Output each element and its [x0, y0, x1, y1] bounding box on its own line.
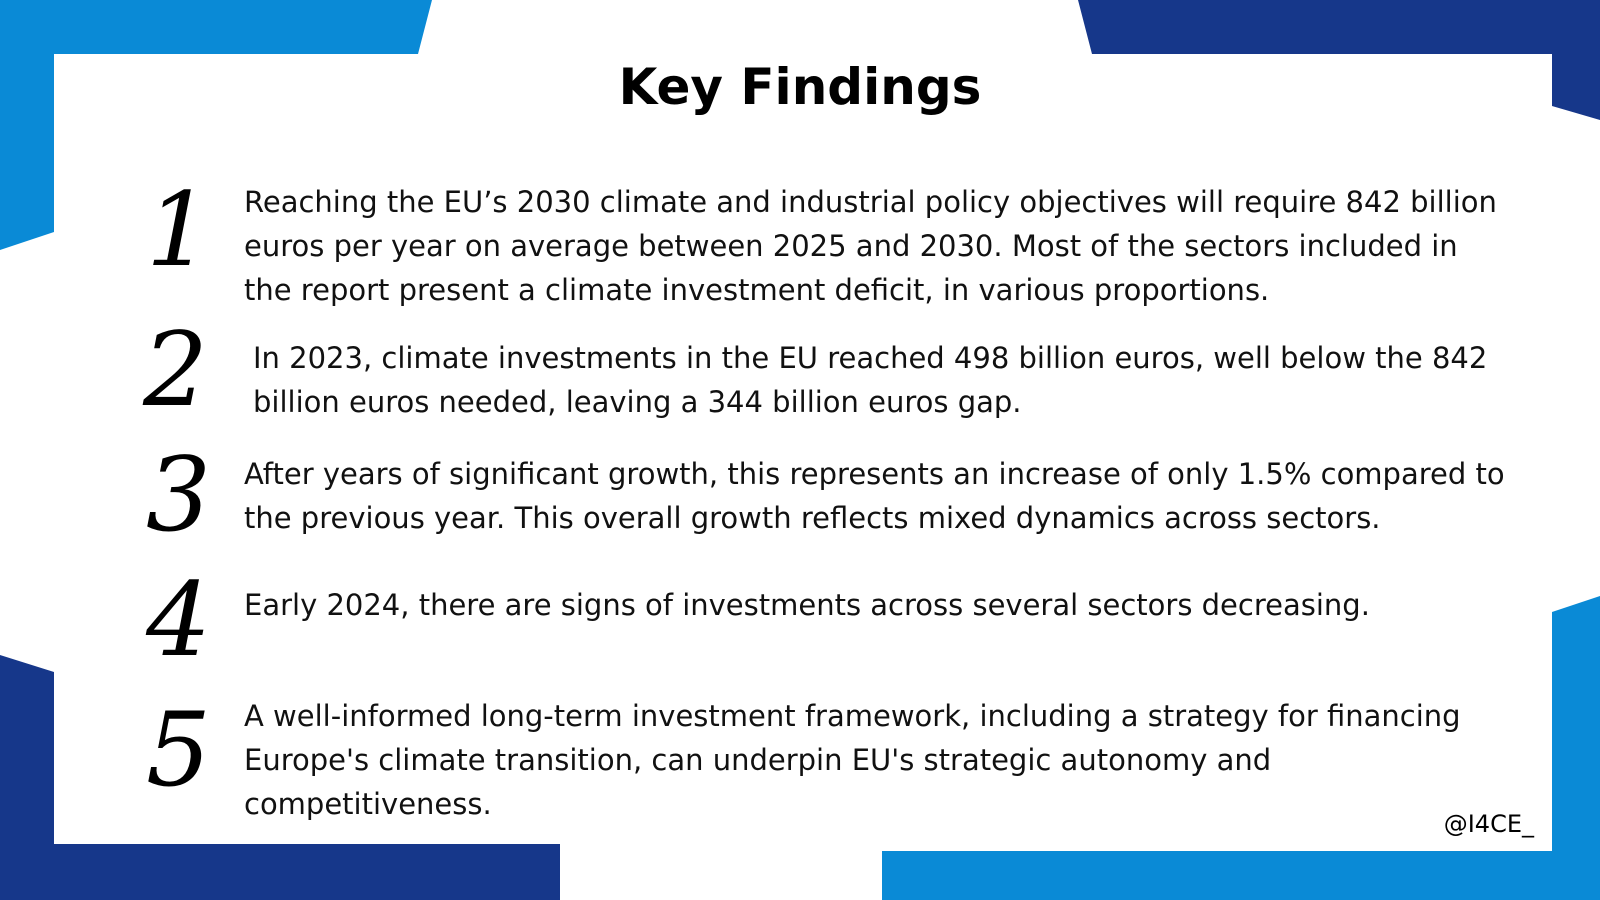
finding-number-4: 4 — [146, 561, 211, 680]
finding-number-5: 5 — [146, 691, 211, 810]
finding-text-1: Reaching the EU’s 2030 climate and industrial policy objectives will require 842 billion euros per year on average between 2025 and 2030. Most of the sectors included in the report present a climate investment deficit, in various proportions. — [244, 185, 1497, 307]
finding-text-2: In 2023, climate investments in the EU reached 498 billion euros, well below the 842 billion euros needed, leaving a 344 billion euros gap. — [253, 341, 1488, 419]
finding-text-4: Early 2024, there are signs of investments across several sectors decreasing. — [244, 588, 1370, 622]
social-handle: @I4CE_ — [1443, 810, 1534, 838]
finding-number-2: 2 — [143, 311, 208, 430]
finding-text-5: A well-informed long-term investment framework, including a strategy for financing Europe's climate transition, can underpin EU's strategic autonomy and competitiveness. — [244, 699, 1461, 821]
finding-number-1: 1 — [146, 171, 211, 290]
page-title: Key Findings — [618, 58, 982, 116]
finding-number-3: 3 — [146, 436, 211, 555]
finding-text-3: After years of significant growth, this represents an increase of only 1.5% compared to the previous year. This overall growth reflects mixed dynamics across sectors. — [244, 457, 1505, 535]
